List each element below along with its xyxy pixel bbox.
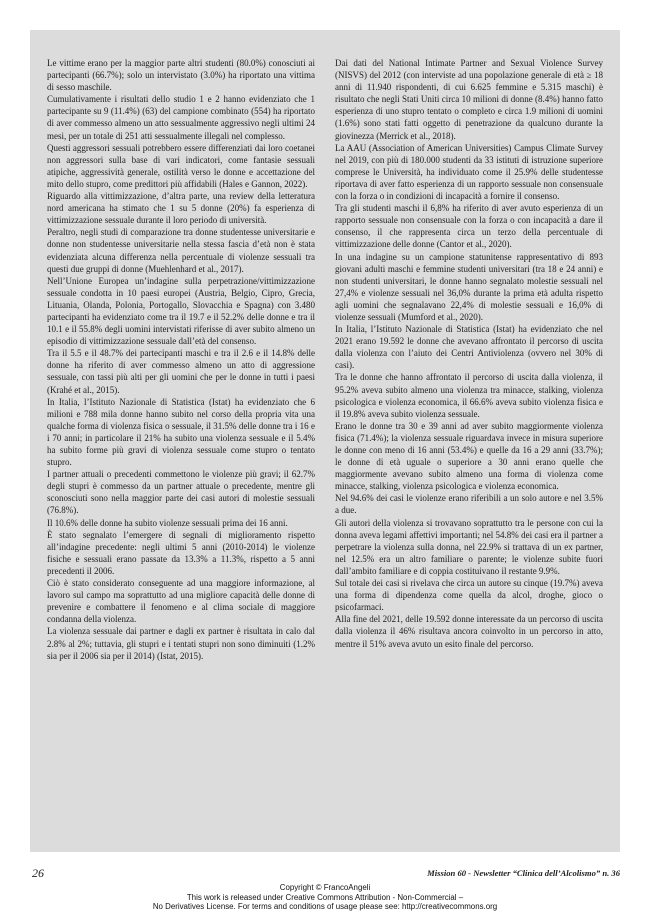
left-column: [47, 57, 315, 852]
paragraph: Erano le donne tra 30 e 39 anni ad aver subito maggiormente violenza fisica (71.4%); la violenza sessuale riguardava invece in misura superiore le donne con meno di 16 anni (53.4%) e quelle da 16 a 29 anni (33.7%); le donne di età uguale o superiore a 30 anni erano quelle che maggiormente avevano subito almeno una forma di violenza come minacce, stalking, violenza psicologica e violenza economica.: [335, 420, 603, 492]
paragraph: Nel 94.6% dei casi le violenze erano riferibili a un solo autore e nel 3.5% a due.: [335, 493, 603, 516]
article-panel: [30, 30, 620, 852]
paragraph: In Italia, l’Istituto Nazionale di Statistica (Istat) ha evidenziato che 6 milioni e 788 mila donne hanno subito nel corso della propria vita una qualche forma di violenza fisica o sessuale, il 31.5% delle donne tra i 16 e i 70 anni; in particolare il 21% ha subito una violenza sessuale e il 5.4% ha subito forme più gravi di violenza sessuale come stupro o tentato stupro.: [47, 396, 315, 468]
paragraph: La AAU (Association of American Universities) Campus Climate Survey nel 2019, con più di 180.000 studenti da 33 istituti di istruzione superiore comprese le Università, ha individuato come il 25.9% delle studentesse riportava di aver fatto esperienza di un rapporto sessuale non consensuale con la forza o in condizioni di incapacità a fornire il consenso.: [335, 142, 603, 202]
paragraph: La violenza sessuale dai partner e dagli ex partner è risultata in calo dal 2.8% al 2%; tuttavia, gli stupri e i tentati stupri non sono diminuiti (1.2% sia per il 2006 sia per il 2014) (Istat, 2015).: [47, 626, 315, 661]
paragraph: Cumulativamente i risultati dello studio 1 e 2 hanno evidenziato che 1 partecipante su 9 (11.4%) (63) del campione combinato (554) ha riportato di aver commesso almeno un atto sessualmente aggressivo negli ultimi 24 mesi, per un totale di 251 atti sessualmente illegali nel complesso.: [47, 94, 315, 141]
paragraph: I partner attuali o precedenti commettono le violenze più gravi; il 62.7% degli stupri è commesso da un partner attuale o precedente, mentre gli sconosciuti sono nella maggior parte dei casi autori di molestie sessuali (76.8%).: [47, 469, 315, 516]
paragraph: Il 10.6% delle donne ha subito violenze sessuali prima dei 16 anni.: [47, 517, 288, 528]
paragraph: È stato segnalato l’emergere di segnali di miglioramento rispetto all’indagine precedente: negli ultimi 5 anni (2010-2014) le violenze fisiche e sessuali erano passate da 13.3% a 11.3%, rispetto a 5 anni precedenti il 2006.: [47, 529, 315, 576]
paragraph: Questi aggressori sessuali potrebbero essere differenziati dai loro coetanei non aggressori sulla base di vari indicatori, come fantasie sessuali atipiche, aggressività generale, ostilità verso le donne e accettazione del mito dello stupro, come predittori più affidabili (Hales e Gannon, 2022).: [47, 142, 315, 189]
paragraph: Le vittime erano per la maggior parte altri studenti (80.0%) conosciuti ai partecipanti (66.7%); solo un intervistato (3.0%) ha riportato una vittima di sesso maschile.: [47, 58, 315, 93]
paragraph: Sul totale dei casi si rivelava che circa un autore su cinque (19.7%) aveva una forma di dipendenza come quella da alcol, droghe, gioco o psicofarmaci.: [335, 578, 603, 613]
paragraph: Peraltro, negli studi di comparazione tra donne studentesse universitarie e donne non studentesse universitarie nella stessa fascia d’età non è stata evidenziata alcuna differenza nella percentuale di violenze sessuali tra questi due gruppi di donne (Muehlenhard et al., 2017).: [47, 227, 315, 274]
paragraph: Nell’Unione Europea un’indagine sulla perpetrazione/vittimizzazione sessuale condotta in 10 paesi europei (Austria, Belgio, Cipro, Grecia, Lituania, Olanda, Polonia, Portogallo, Slovacchia e Spagna) con 3.480 partecipanti ha evidenziato come tra il 19.7 e il 52.2% delle donne e tra il 10.1 e il 55.8% degli uomini intervistati riferisse di aver subito almeno un episodio di vittimizzazione sessuale dall’età del consenso.: [47, 275, 315, 347]
paragraph: Riguardo alla vittimizzazione, d’altra parte, una review della letteratura nord americana ha stimato che 1 su 5 donne (20%) fa esperienza di vittimizzazione sessuale durante il loro periodo di università.: [47, 191, 315, 226]
paragraph: Tra gli studenti maschi il 6,8% ha riferito di aver avuto esperienza di un rapporto sessuale non consensuale con la forza o con incapacità a dare il consenso, il che rappresenta circa un terzo della percentuale di vittimizzazione delle donne (Cantor et al., 2020).: [335, 203, 603, 250]
paragraph: Ciò è stato considerato conseguente ad una maggiore informazione, al lavoro sul campo ma soprattutto ad una migliore capacità delle donne di prevenire e combattere il fenomeno e al clima sociale di maggiore condanna della violenza.: [47, 578, 315, 625]
paragraph: Tra il 5.5 e il 48.7% dei partecipanti maschi e tra il 2.6 e il 14.8% delle donne ha riferito di aver commesso almeno un atto di aggressione sessuale, con tassi più alti per gli uomini che per le donne in tutti i paesi (Krahé et al., 2015).: [47, 348, 315, 395]
paragraph: Gli autori della violenza si trovavano soprattutto tra le persone con cui la donna aveva legami affettivi importanti; nel 54.8% dei casi era il partner a perpetrare la violenza sulla donna, nel 22.9% si trattava di un ex partner, nel 12.5% era un altro familiare o parente; le violenze subite fuori dall’ambito familiare e di coppia costituivano il restante 9.9%.: [335, 517, 603, 576]
license-notice: [0, 883, 650, 912]
license-terms-line: No Derivatives License. For terms and conditions of usage please see: http://creativecommons.org: [152, 902, 498, 912]
paragraph: Alla fine del 2021, delle 19.592 donne interessate da un percorso di uscita dalla violenza il 46% risultava ancora coinvolto in un percorso in atto, mentre il 51% aveva avuto un esito finale del percorso.: [335, 614, 603, 649]
paragraph: Dai dati del National Intimate Partner and Sexual Violence Survey (NISVS) del 2012 (con interviste ad una popolazione generale di età ≥ 18 anni di 11.940 rispondenti, di cui 6.625 femmine e 5.315 maschi) è risultato che negli Stati Uniti circa 10 milioni di donne (8.4%) hanno fatto esperienza di uno stupro tentato o completo e circa 1.9 milioni di uomini (1.6%) sono stati fatti oggetto di penetrazione da qualcuno durante la giovinezza (Merrick et al., 2018).: [335, 58, 603, 141]
license-line: This work is released under Creative Commons Attribution - Non-Commercial –: [186, 892, 464, 902]
copyright-line: Copyright © FrancoAngeli: [279, 883, 371, 892]
newsletter-title: Mission 60 - Newsletter “Clinica dell’Alcolismo” n. 36: [427, 868, 620, 878]
page-number: 26: [32, 866, 44, 880]
paragraph: Tra le donne che hanno affrontato il percorso di uscita dalla violenza, il 95.2% aveva subito almeno una violenza tra minacce, stalking, violenza psicologica e violenza economica, il 66.6% aveva subito violenza fisica e il 19.8% aveva subito violenza sessuale.: [335, 372, 603, 419]
paragraph: In Italia, l’Istituto Nazionale di Statistica (Istat) ha evidenziato che nel 2021 erano 19.592 le donne che avevano affrontato il percorso di uscita dalla violenza con l’aiuto dei Centri Antiviolenza (ovvero nel 30% di casi).: [335, 324, 603, 371]
right-column: [335, 57, 603, 852]
paragraph: In una indagine su un campione statunitense rappresentativo di 893 giovani adulti maschi e femmine studenti universitari (tra 18 e 24 anni) e non studenti universitari, le donne hanno segnalato molestie sessuali nel 27,4% e violenze sessuali nel 36,0% durante la prima età adulta rispetto agli uomini che segnalavano 22,4% di molestie sessuali e 16,0% di violenze sessuali (Mumford et al., 2020).: [335, 251, 603, 322]
